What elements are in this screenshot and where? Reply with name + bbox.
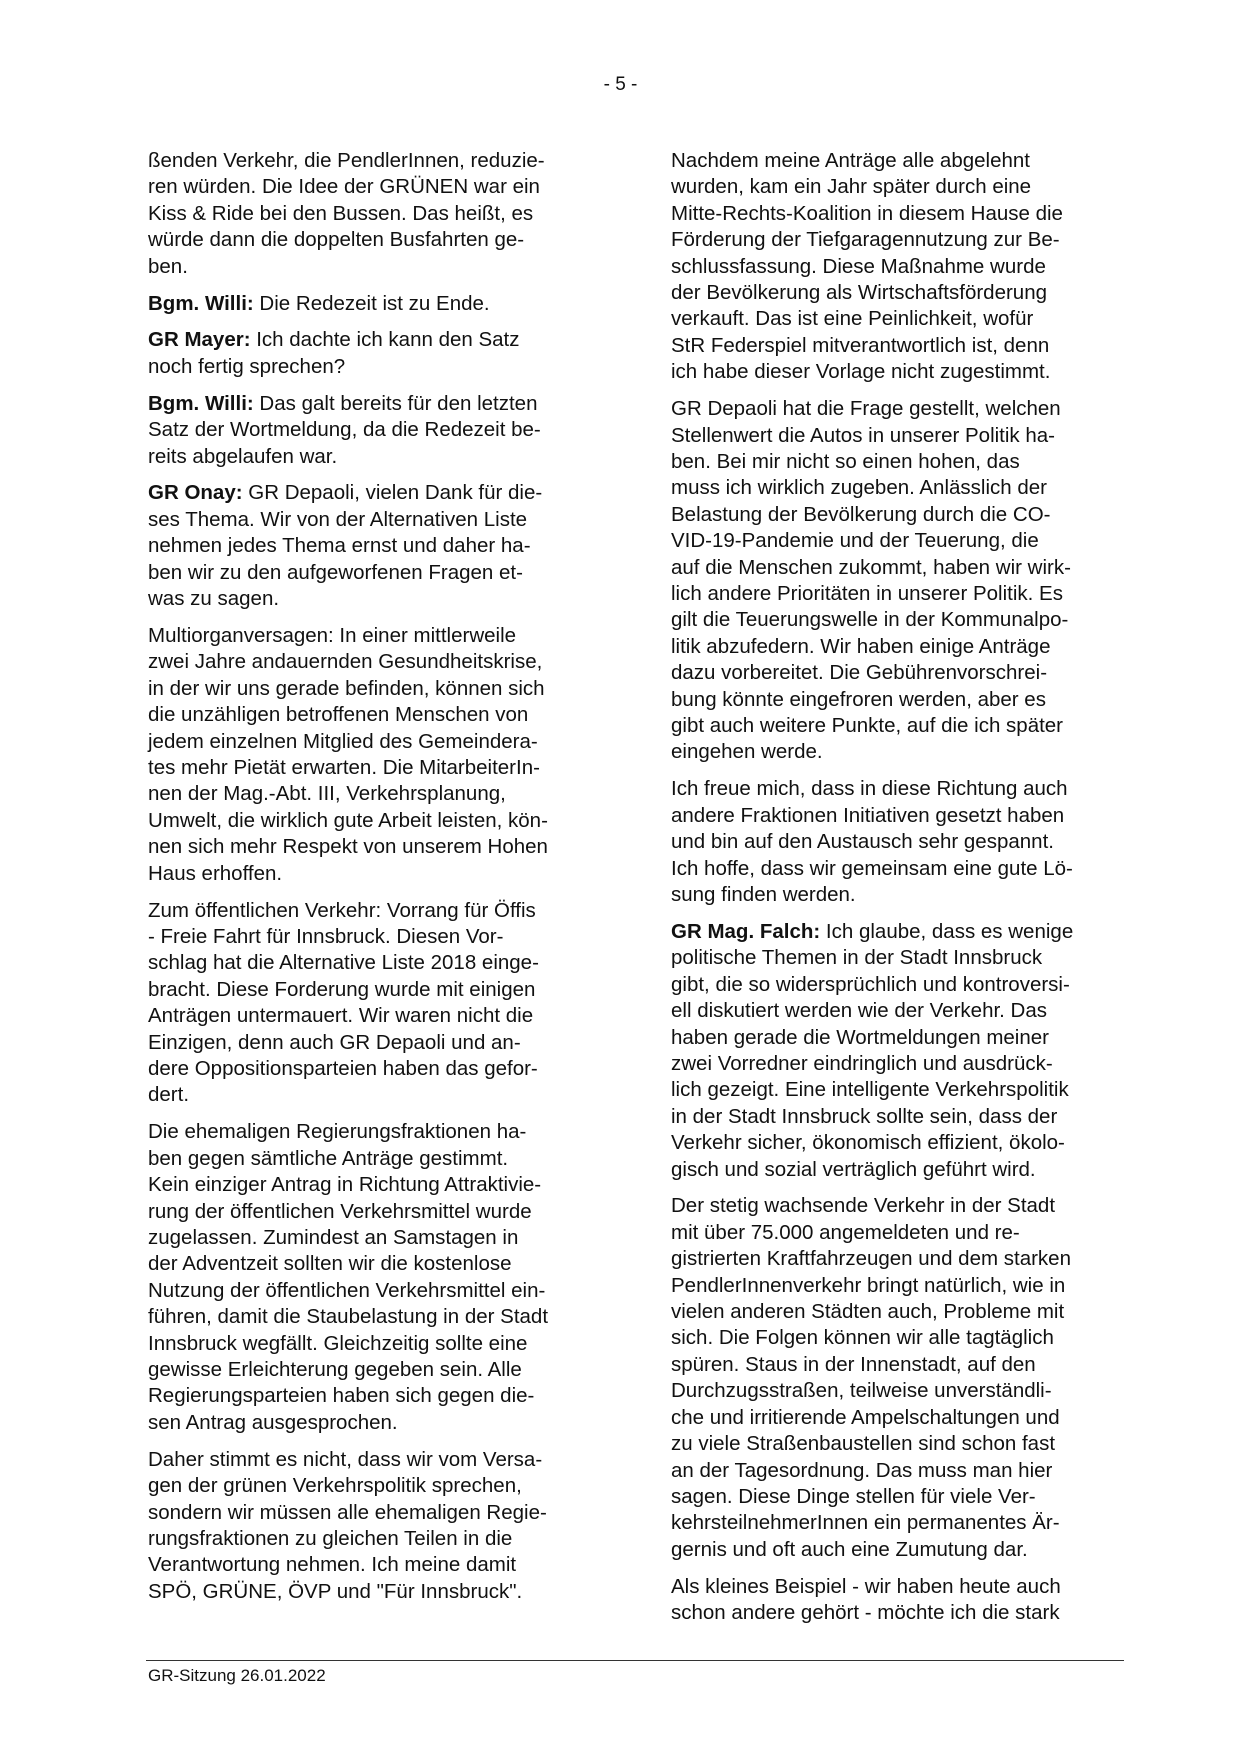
line-text: - Freie Fahrt für Innsbruck. Diesen Vor- <box>148 924 504 948</box>
line-text: Einzigen, denn auch GR Depaoli und an- <box>148 1030 521 1054</box>
line-text: zwei Vorredner eindringlich und ausdrück- <box>671 1051 1053 1075</box>
line-text: kehrsteilnehmerInnen ein permanentes Är- <box>671 1511 1060 1535</box>
line-text: bung könnte eingefroren werden, aber es <box>671 687 1046 711</box>
line-text: Zum öffentlichen Verkehr: Vorrang für Öffis <box>148 898 536 922</box>
text-line <box>148 1056 600 1082</box>
text-line <box>148 1447 600 1473</box>
text-line <box>671 475 1123 501</box>
text-line <box>671 1299 1123 1325</box>
speaker-name: GR Mag. Falch: <box>671 919 821 943</box>
text-line <box>148 1251 600 1277</box>
text-line <box>671 555 1123 581</box>
line-text: Verantwortung nehmen. Ich meine damit <box>148 1553 517 1577</box>
line-text: Anträgen untermauert. Wir waren nicht die <box>148 1004 534 1028</box>
text-line <box>148 1473 600 1499</box>
text-line <box>148 1331 600 1357</box>
line-text: Nachdem meine Anträge alle abgelehnt <box>671 149 1030 172</box>
text-line <box>671 1537 1123 1563</box>
paragraph <box>148 1447 600 1605</box>
line-text: Nutzung der öffentlichen Verkehrsmittel ein- <box>148 1278 546 1302</box>
text-line <box>148 417 600 443</box>
line-text: würde dann die doppelten Busfahrten ge- <box>148 228 525 252</box>
text-line <box>671 1104 1123 1130</box>
text-line <box>671 1325 1123 1351</box>
text-line <box>148 1410 600 1436</box>
line-text: ses Thema. Wir von der Alternativen Liste <box>148 507 528 531</box>
line-text: sung finden werden. <box>671 882 856 906</box>
line-text: gibt, die so widersprüchlich und kontroversi- <box>671 972 1070 996</box>
line-text: vielen anderen Städten auch, Probleme mit <box>671 1300 1065 1324</box>
line-text: dere Oppositionsparteien haben das gefor- <box>148 1057 538 1080</box>
line-text: ben wir zu den aufgeworfenen Fragen et- <box>148 560 523 584</box>
text-line <box>148 1304 600 1330</box>
line-text: gistrierten Kraftfahrzeugen und dem starken <box>671 1247 1071 1271</box>
left-text-column <box>148 148 600 1616</box>
text-line <box>671 739 1123 765</box>
text-line <box>148 950 600 976</box>
line-text: Als kleines Beispiel - wir haben heute auch <box>671 1574 1061 1598</box>
paragraph <box>148 291 600 317</box>
text-line <box>671 1600 1123 1626</box>
text-line <box>671 1431 1123 1457</box>
line-text: reits abgelaufen war. <box>148 444 338 468</box>
line-text: mit über 75.000 angemeldeten und re- <box>671 1220 1020 1244</box>
text-line <box>148 1172 600 1198</box>
line-text: schon andere gehört - möchte ich die stark <box>671 1601 1060 1625</box>
speaker-name: Bgm. Willi: <box>148 291 254 315</box>
paragraph <box>148 148 600 280</box>
text-line <box>671 972 1123 998</box>
line-text: sondern wir müssen alle ehemaligen Regie- <box>148 1500 547 1524</box>
right-text-column <box>671 148 1123 1637</box>
line-text: in der wir uns gerade befinden, können sich <box>148 676 545 700</box>
text-line <box>671 1484 1123 1510</box>
text-line <box>148 676 600 702</box>
line-text: Kein einziger Antrag in Richtung Attraktivie- <box>148 1173 542 1197</box>
text-line <box>671 1246 1123 1272</box>
text-line <box>671 174 1123 200</box>
paragraph <box>148 623 600 887</box>
line-text: rungsfraktionen zu gleichen Teilen in die <box>148 1526 513 1550</box>
line-text: GR Depaoli hat die Frage gestellt, welchen <box>671 397 1061 421</box>
line-text: sich. Die Folgen können wir alle tagtäglich <box>671 1326 1054 1350</box>
line-text: schlag hat die Alternative Liste 2018 einge- <box>148 951 539 975</box>
line-text: gewisse Erleichterung gegeben sein. Alle <box>148 1357 522 1381</box>
text-line <box>671 856 1123 882</box>
text-line <box>148 781 600 807</box>
text-line <box>148 560 600 586</box>
text-line <box>671 333 1123 359</box>
text-line <box>671 1051 1123 1077</box>
page-number: - 5 - <box>603 74 638 95</box>
line-text: ben. Bei mir nicht so einen hohen, das <box>671 449 1020 473</box>
line-text: noch fertig sprechen? <box>148 354 346 378</box>
text-line <box>148 480 600 506</box>
line-text: Die ehemaligen Regierungsfraktionen ha- <box>148 1120 527 1144</box>
line-text: Ich freue mich, dass in diese Richtung auch <box>671 777 1068 801</box>
text-line <box>671 803 1123 829</box>
line-text: eingehen werde. <box>671 740 823 764</box>
paragraph <box>671 776 1123 908</box>
line-text: verkauft. Das ist eine Peinlichkeit, wofür <box>671 307 1034 331</box>
paragraph <box>148 1119 600 1436</box>
text-line <box>671 1352 1123 1378</box>
line-text: führen, damit die Staubelastung in der Stadt <box>148 1305 549 1329</box>
text-line <box>148 755 600 781</box>
text-line <box>148 174 600 200</box>
text-line <box>671 1077 1123 1103</box>
line-text: andere Fraktionen Initiativen gesetzt haben <box>671 803 1065 827</box>
footer-divider <box>146 1660 1124 1661</box>
line-text: StR Federspiel mitverantwortlich ist, denn <box>671 333 1050 357</box>
footer-session-date: GR-Sitzung 26.01.2022 <box>148 1666 326 1685</box>
line-text: der Adventzeit sollten wir die kostenlose <box>148 1252 512 1276</box>
text-line <box>148 1278 600 1304</box>
line-text: spüren. Staus in der Innenstadt, auf den <box>671 1352 1036 1376</box>
line-text: che und irritierende Ampelschaltungen und <box>671 1405 1060 1429</box>
speaker-name: GR Onay: <box>148 481 243 505</box>
line-text: Ich hoffe, dass wir gemeinsam eine gute Lö- <box>671 856 1073 880</box>
paragraph <box>148 480 600 612</box>
text-line <box>671 998 1123 1024</box>
text-line <box>148 729 600 755</box>
line-text: ben gegen sämtliche Anträge gestimmt. <box>148 1146 509 1170</box>
text-line <box>148 1500 600 1526</box>
text-line <box>671 1458 1123 1484</box>
line-text: zu viele Straßenbaustellen sind schon fast <box>671 1432 1056 1456</box>
text-line <box>148 649 600 675</box>
text-line <box>148 1552 600 1578</box>
line-text: Regierungsparteien haben sich gegen die- <box>148 1384 535 1408</box>
text-line <box>148 148 600 174</box>
text-line <box>671 280 1123 306</box>
text-line <box>148 924 600 950</box>
text-line <box>671 449 1123 475</box>
line-text: politische Themen in der Stadt Innsbruck <box>671 946 1043 970</box>
text-line <box>671 1510 1123 1536</box>
line-text: Haus erhoffen. <box>148 861 283 885</box>
text-line <box>148 291 600 317</box>
text-line <box>671 1157 1123 1183</box>
line-text: ren würden. Die Idee der GRÜNEN war ein <box>148 175 540 199</box>
paragraph <box>671 919 1123 1183</box>
text-line <box>671 1574 1123 1600</box>
line-text: tes mehr Pietät erwarten. Die MitarbeiterIn- <box>148 756 540 780</box>
text-line <box>671 201 1123 227</box>
line-text: Multiorganversagen: In einer mittlerweile <box>148 624 517 647</box>
paragraph <box>671 396 1123 766</box>
text-line <box>671 882 1123 908</box>
line-text: wurden, kam ein Jahr später durch eine <box>671 175 1032 199</box>
text-line <box>671 423 1123 449</box>
line-text: der Bevölkerung als Wirtschaftsförderung <box>671 281 1048 305</box>
text-line <box>148 1199 600 1225</box>
text-line <box>671 148 1123 174</box>
paragraph <box>148 898 600 1109</box>
line-text: PendlerInnenverkehr bringt natürlich, wie in <box>671 1273 1066 1297</box>
line-text: nen der Mag.-Abt. III, Verkehrsplanung, <box>148 782 506 806</box>
text-line <box>671 1273 1123 1299</box>
line-text: Kiss & Ride bei den Bussen. Das heißt, es <box>148 201 534 225</box>
text-line <box>148 1003 600 1029</box>
text-line <box>148 444 600 470</box>
line-text: was zu sagen. <box>148 587 280 611</box>
text-line <box>671 396 1123 422</box>
text-line <box>148 354 600 380</box>
paragraph <box>671 1574 1123 1627</box>
line-text: Umwelt, die wirklich gute Arbeit leisten, kön- <box>148 808 548 832</box>
text-line <box>671 1220 1123 1246</box>
text-line <box>148 1030 600 1056</box>
speaker-name: Bgm. Willi: <box>148 391 254 415</box>
text-line <box>148 507 600 533</box>
text-line <box>671 945 1123 971</box>
line-text: bracht. Diese Forderung wurde mit einigen <box>148 977 536 1001</box>
line-text: in der Stadt Innsbruck sollte sein, dass der <box>671 1104 1058 1128</box>
text-line <box>148 1225 600 1251</box>
text-line <box>148 702 600 728</box>
line-text: gisch und sozial verträglich geführt wird. <box>671 1157 1036 1181</box>
text-line <box>671 1378 1123 1404</box>
paragraph <box>148 327 600 380</box>
line-text: Förderung der Tiefgaragennutzung zur Be- <box>671 228 1060 252</box>
text-line <box>148 201 600 227</box>
line-text: schlussfassung. Diese Maßnahme wurde <box>671 254 1046 278</box>
text-line <box>671 713 1123 739</box>
line-text: ben. <box>148 254 188 278</box>
line-text: nehmen jedes Thema ernst und daher ha- <box>148 534 531 558</box>
text-line <box>671 227 1123 253</box>
line-text: dert. <box>148 1083 190 1107</box>
line-text: VID-19-Pandemie und der Teuerung, die <box>671 529 1039 553</box>
text-line <box>671 607 1123 633</box>
line-text: Ich glaube, dass es wenige <box>820 919 1074 943</box>
text-line <box>148 834 600 860</box>
line-text: Stellenwert die Autos in unserer Politik ha- <box>671 423 1056 447</box>
text-line <box>148 327 600 353</box>
line-text: gibt auch weitere Punkte, auf die ich später <box>671 714 1064 738</box>
line-text: ell diskutiert werden wie der Verkehr. Das <box>671 999 1048 1023</box>
text-line <box>148 1146 600 1172</box>
line-text: lich gezeigt. Eine intelligente Verkehrspolitik <box>671 1078 1069 1102</box>
text-line <box>671 1193 1123 1219</box>
speaker-name: GR Mayer: <box>148 328 251 352</box>
line-text: sagen. Diese Dinge stellen für viele Ver- <box>671 1484 1036 1508</box>
line-text: Der stetig wachsende Verkehr in der Stadt <box>671 1194 1056 1218</box>
text-line <box>148 861 600 887</box>
text-line <box>148 898 600 924</box>
text-line <box>671 660 1123 686</box>
line-text: Mitte-Rechts-Koalition in diesem Hause die <box>671 201 1063 225</box>
text-line <box>671 919 1123 945</box>
text-line <box>671 581 1123 607</box>
text-line <box>671 502 1123 528</box>
line-text: Innsbruck wegfällt. Gleichzeitig sollte eine <box>148 1331 528 1355</box>
text-line <box>148 623 600 649</box>
text-line <box>148 1082 600 1108</box>
text-line <box>671 1130 1123 1156</box>
paragraph <box>148 391 600 470</box>
line-text: gernis und oft auch eine Zumutung dar. <box>671 1537 1028 1561</box>
text-line <box>671 687 1123 713</box>
text-line <box>671 1025 1123 1051</box>
text-line <box>671 776 1123 802</box>
line-text: zugelassen. Zumindest an Samstagen in <box>148 1225 519 1249</box>
paragraph <box>671 148 1123 386</box>
paragraph <box>671 1193 1123 1563</box>
line-text: Daher stimmt es nicht, dass wir vom Versa- <box>148 1447 543 1471</box>
text-line <box>671 359 1123 385</box>
line-text: auf die Menschen zukommt, haben wir wirk- <box>671 555 1071 579</box>
line-text: Verkehr sicher, ökonomisch effizient, ökolo- <box>671 1131 1065 1155</box>
line-text: gen der grünen Verkehrspolitik sprechen, <box>148 1474 522 1498</box>
text-line <box>148 254 600 280</box>
text-line <box>148 586 600 612</box>
line-text: nen sich mehr Respekt von unserem Hohen <box>148 835 548 859</box>
line-text: die unzähligen betroffenen Menschen von <box>148 703 529 727</box>
text-line <box>671 1405 1123 1431</box>
line-text: Die Redezeit ist zu Ende. <box>253 291 490 315</box>
line-text: dazu vorbereitet. Die Gebührenvorschrei- <box>671 661 1048 685</box>
text-line <box>671 254 1123 280</box>
text-line <box>148 1579 600 1605</box>
text-line <box>148 1526 600 1552</box>
line-text: ich habe dieser Vorlage nicht zugestimmt. <box>671 360 1051 384</box>
line-text: zwei Jahre andauernden Gesundheitskrise, <box>148 650 543 674</box>
line-text: SPÖ, GRÜNE, ÖVP und "Für Innsbruck". <box>148 1579 523 1603</box>
text-line <box>148 533 600 559</box>
line-text: ßenden Verkehr, die PendlerInnen, reduzie- <box>148 149 545 172</box>
line-text: litik abzufedern. Wir haben einige Anträge <box>671 634 1051 658</box>
line-text: Durchzugsstraßen, teilweise unverständli- <box>671 1379 1052 1403</box>
text-line <box>671 528 1123 554</box>
line-text: jedem einzelnen Mitglied des Gemeindera- <box>148 729 538 753</box>
line-text: Ich dachte ich kann den Satz <box>250 328 520 352</box>
line-text: Belastung der Bevölkerung durch die CO- <box>671 502 1051 526</box>
text-line <box>148 1357 600 1383</box>
line-text: Satz der Wortmeldung, da die Redezeit be- <box>148 418 541 442</box>
line-text: Das galt bereits für den letzten <box>253 391 538 415</box>
text-line <box>671 634 1123 660</box>
line-text: lich andere Prioritäten in unserer Politik. Es <box>671 582 1063 605</box>
line-text: GR Depaoli, vielen Dank für die- <box>242 481 543 505</box>
text-line <box>148 1383 600 1409</box>
line-text: haben gerade die Wortmeldungen meiner <box>671 1025 1049 1049</box>
text-line <box>148 391 600 417</box>
text-line <box>671 306 1123 332</box>
line-text: gilt die Teuerungswelle in der Kommunalpo- <box>671 608 1069 632</box>
text-line <box>148 227 600 253</box>
line-text: muss ich wirklich zugeben. Anlässlich der <box>671 476 1047 500</box>
text-line <box>148 1119 600 1145</box>
text-line <box>671 829 1123 855</box>
line-text: und bin auf den Austausch sehr gespannt. <box>671 830 1054 854</box>
text-line <box>148 808 600 834</box>
line-text: sen Antrag ausgesprochen. <box>148 1410 398 1434</box>
line-text: rung der öffentlichen Verkehrsmittel wurde <box>148 1199 532 1223</box>
line-text: an der Tagesordnung. Das muss man hier <box>671 1458 1053 1482</box>
text-line <box>148 977 600 1003</box>
